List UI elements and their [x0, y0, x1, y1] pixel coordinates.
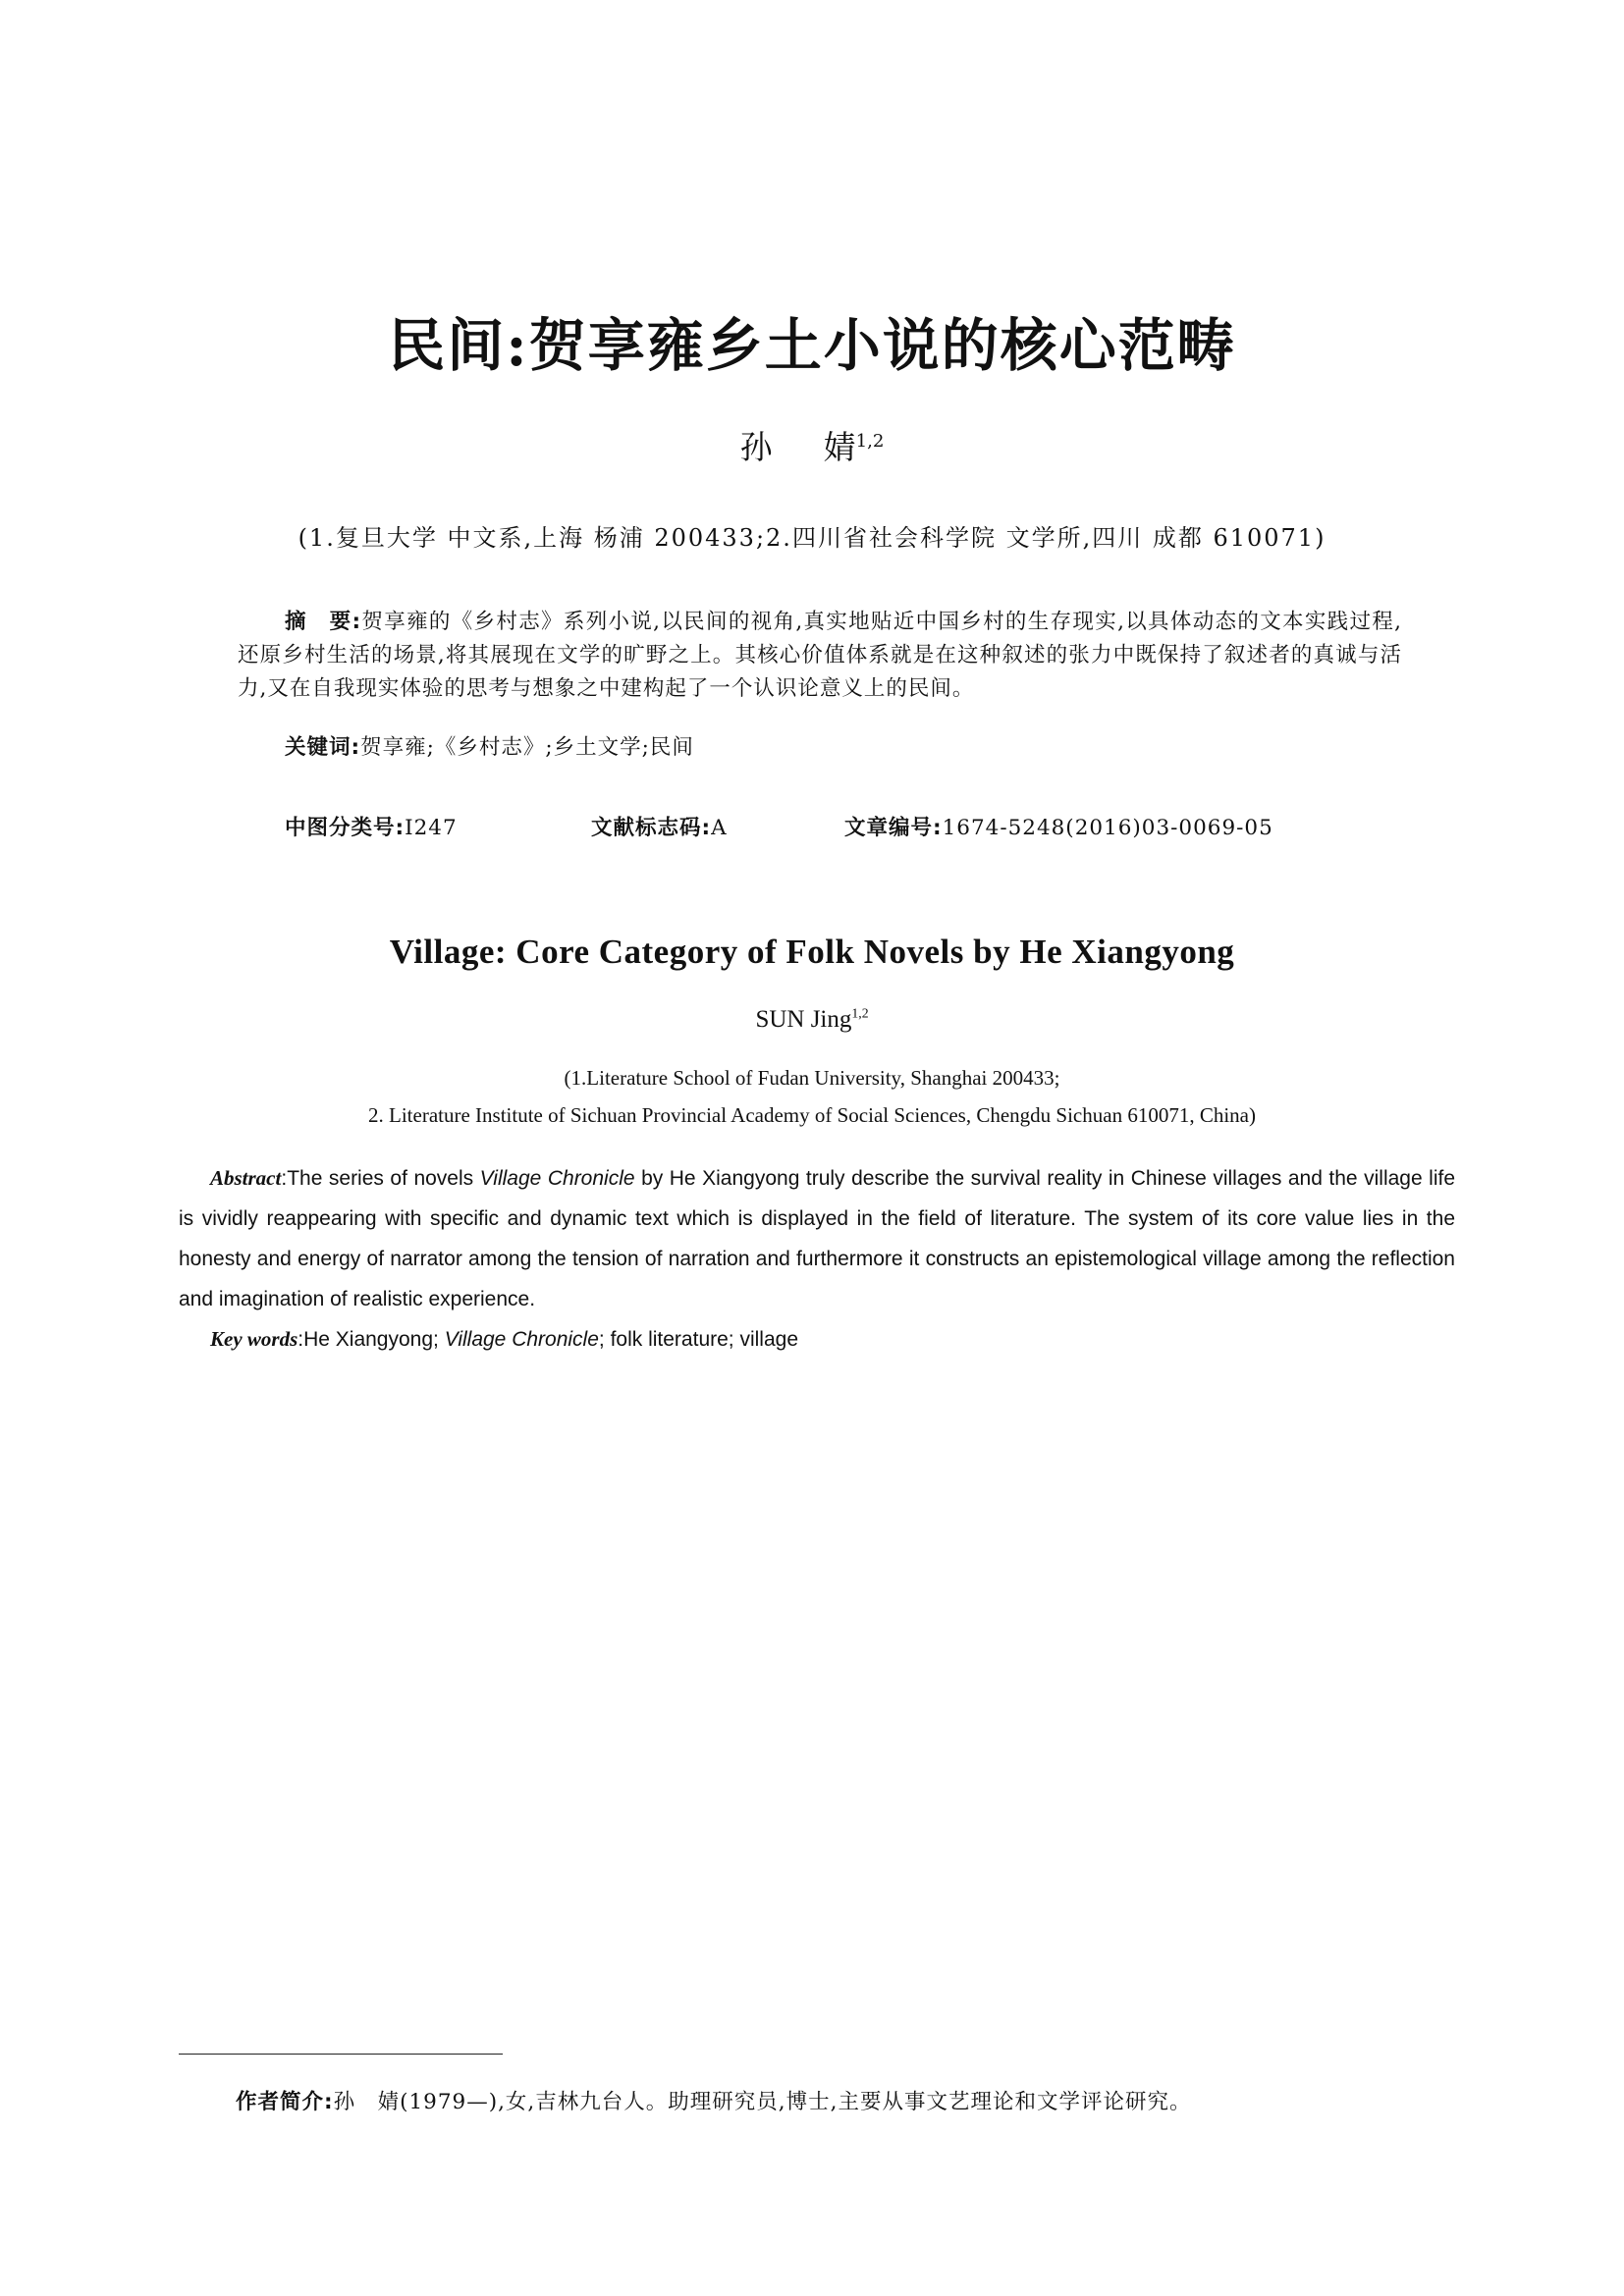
- english-abstract-text-end: by He Xiangyong truly describe the survival reality in Chinese villages and the village life is vividly reappearing with specific and dynamic text which is displayed in the field of literature. The system of its core value lies in the honesty and energy of narrator among the tension of narration and furthermore it constructs an epistemological village among the reflection and imagination of realistic experience.: [179, 1167, 1456, 1310]
- english-author-affiliation-marks: 1,2: [851, 1005, 869, 1021]
- author-bio-text: 孙 婧(1979—),女,吉林九台人。助理研究员,博士,主要从事文艺理论和文学评论研究。: [333, 2090, 1192, 2114]
- english-abstract-separator: :: [281, 1167, 288, 1190]
- english-keywords-text-start: He Xiangyong;: [303, 1328, 445, 1351]
- english-author-name: SUN Jing: [755, 1006, 852, 1033]
- author-bio-footnote: [236, 2085, 1191, 2115]
- english-affiliation-1: (1.Literature School of Fudan University, Shanghai 200433;: [564, 1066, 1060, 1090]
- footnote-divider: [179, 2054, 503, 2055]
- clc-number: [285, 811, 458, 841]
- english-keywords-work-title: Village Chronicle: [444, 1328, 599, 1351]
- article-number-value: 1674-5248(2016)03-0069-05: [942, 816, 1273, 840]
- english-abstract-work-title: Village Chronicle: [479, 1167, 635, 1190]
- author-affiliation-marks: 1,2: [855, 431, 885, 452]
- english-keywords-separator: :: [298, 1328, 304, 1351]
- english-keywords-text-end: ; folk literature; village: [598, 1328, 798, 1351]
- english-keywords: [210, 1319, 798, 1360]
- english-abstract-text-start: The series of novels: [287, 1167, 480, 1190]
- chinese-affiliation: (1.复旦大学 中文系,上海 杨浦 200433;2.四川省社会科学院 文学所,四川 成都 610071): [298, 524, 1326, 552]
- english-author: [0, 1006, 1624, 1034]
- author-surname: 孙: [739, 428, 773, 466]
- english-affiliation-2: 2. Literature Institute of Sichuan Provincial Academy of Social Sciences, Chengdu Sichuan 610071, China): [368, 1103, 1256, 1127]
- chinese-abstract-label: 摘 要:: [285, 610, 362, 634]
- chinese-keywords-text: 贺享雍;《乡村志》;乡土文学;民间: [360, 735, 694, 760]
- chinese-author: [0, 422, 1624, 468]
- author-bio-label: 作者简介:: [236, 2090, 334, 2114]
- document-code: [591, 811, 728, 841]
- chinese-keywords: [285, 730, 694, 761]
- english-keywords-label: Key words: [210, 1327, 298, 1351]
- chinese-abstract-text: 贺享雍的《乡村志》系列小说,以民间的视角,真实地贴近中国乡村的生存现实,以具体动态的文本实践过程,还原乡村生活的场景,将其展现在文学的旷野之上。其核心价值体系就是在这种叙述的张力中既保持了叙述者的真诚与活力,又在自我现实体验的思考与想象之中建构起了一个认识论意义上的民间。: [238, 610, 1402, 701]
- classification-row: [0, 811, 1624, 844]
- english-title: Village: Core Category of Folk Novels by He Xiangyong: [389, 933, 1235, 971]
- document-code-label: 文献标志码:: [591, 816, 712, 840]
- author-given-name: 婧: [823, 428, 856, 466]
- chinese-keywords-label: 关键词:: [285, 735, 361, 760]
- chinese-title: 民间:贺享雍乡土小说的核心范畴: [388, 312, 1236, 379]
- article-number: [844, 811, 1273, 841]
- clc-label: 中图分类号:: [285, 816, 406, 840]
- article-number-label: 文章编号:: [844, 816, 943, 840]
- clc-value: I247: [405, 816, 458, 840]
- english-abstract-label: Abstract: [210, 1166, 282, 1190]
- english-abstract: [179, 1158, 1455, 1319]
- chinese-abstract: [238, 606, 1402, 706]
- document-code-value: A: [711, 816, 728, 840]
